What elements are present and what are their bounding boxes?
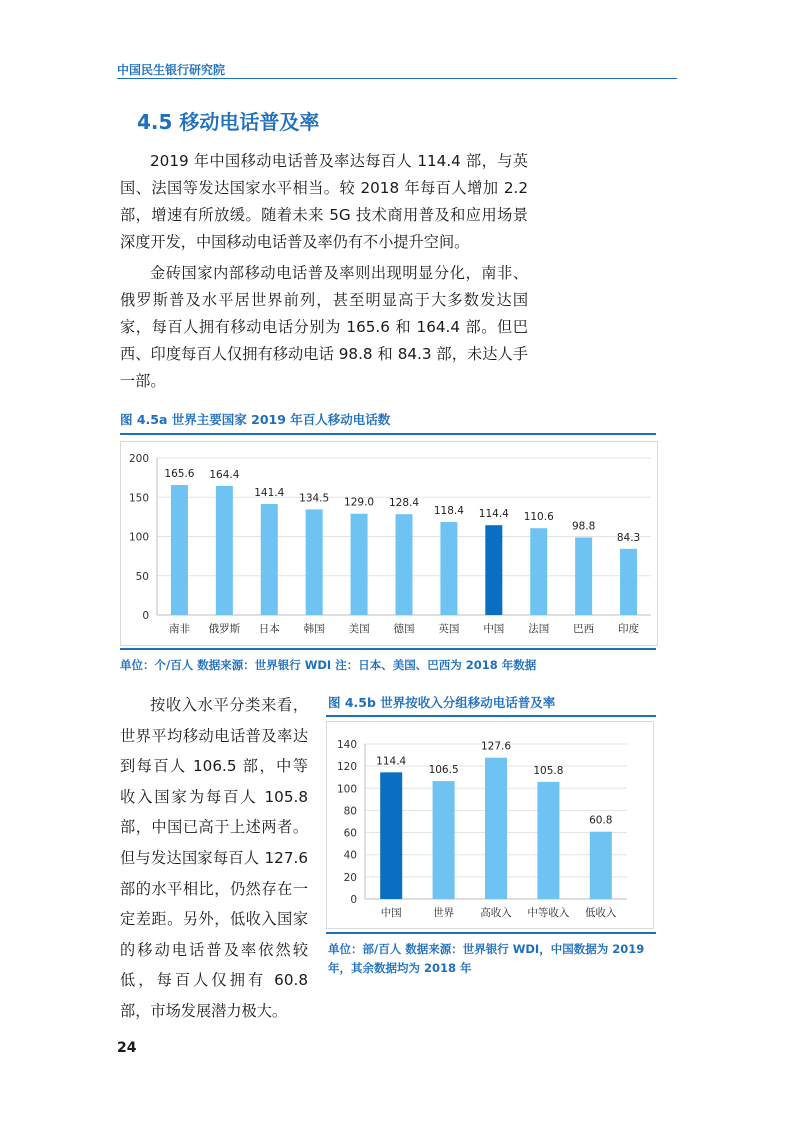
figure-b-chart-frame bbox=[326, 721, 654, 929]
y-tick-label: 120 bbox=[336, 761, 357, 774]
bar-b-3 bbox=[537, 782, 559, 899]
x-tick-label: 英国 bbox=[438, 623, 460, 635]
figure-b-title: 图 4.5b 世界按收入分组移动电话普及率 bbox=[328, 695, 556, 710]
figure-a-title: 图 4.5a 世界主要国家 2019 年百人移动电话数 bbox=[120, 412, 391, 427]
figure-b-note: 单位：部/百人 数据来源：世界银行 WDI，中国数据为 2019 年，其余数据均为 2018 年 bbox=[328, 942, 645, 975]
bar-a-0 bbox=[171, 485, 188, 615]
data-label: 84.3 bbox=[616, 531, 641, 544]
figure-a-chart-frame bbox=[120, 441, 658, 646]
x-tick-label: 印度 bbox=[618, 623, 640, 635]
header-org-name: 中国民生银行研究院 bbox=[117, 63, 226, 77]
x-tick-label: 法国 bbox=[528, 623, 550, 635]
section-title: 4.5 移动电话普及率 bbox=[137, 110, 320, 134]
paragraph-2: 金砖国家内部移动电话普及率则出现明显分化，南非、俄罗斯普及水平居世界前列，甚至明显高于大多数发达国家，每百人拥有移动电话分别为 165.6 和 164.4 部。但巴西、印度每百人仅拥有移动电话 98.8 和 84.3 部，未达人手一部。 bbox=[120, 264, 528, 390]
bar-b-4 bbox=[590, 832, 612, 899]
data-label: 98.8 bbox=[571, 520, 596, 533]
y-tick-label: 200 bbox=[128, 453, 149, 465]
y-tick-label: 100 bbox=[336, 783, 357, 796]
figure-a-chart bbox=[121, 442, 657, 645]
x-tick-label: 美国 bbox=[348, 623, 370, 635]
figure-a-note: 单位：个/百人 数据来源：世界银行 WDI 注：日本、美国、巴西为 2018 年数据 bbox=[120, 658, 537, 672]
bar-a-7 bbox=[485, 525, 502, 615]
y-tick-label: 40 bbox=[343, 849, 357, 862]
data-label: 129.0 bbox=[344, 496, 375, 509]
data-label: 106.5 bbox=[428, 764, 459, 777]
data-label: 114.4 bbox=[478, 508, 509, 521]
y-tick-label: 60 bbox=[343, 827, 357, 840]
bar-a-2 bbox=[261, 504, 278, 615]
bar-b-1 bbox=[433, 781, 455, 899]
y-tick-label: 0 bbox=[142, 610, 149, 622]
x-tick-label: 世界 bbox=[433, 907, 455, 919]
data-label: 110.6 bbox=[523, 511, 554, 524]
x-tick-label: 南非 bbox=[168, 623, 190, 635]
bar-a-9 bbox=[575, 537, 592, 615]
x-tick-label: 俄罗斯 bbox=[208, 623, 241, 635]
bar-a-5 bbox=[396, 514, 413, 615]
y-tick-label: 20 bbox=[343, 871, 357, 884]
data-label: 127.6 bbox=[480, 740, 512, 753]
figure-b-chart bbox=[327, 722, 653, 928]
data-label: 141.4 bbox=[254, 487, 285, 500]
data-label: 60.8 bbox=[589, 814, 613, 827]
bar-a-10 bbox=[620, 549, 637, 615]
data-label: 114.4 bbox=[376, 755, 407, 768]
data-label: 105.8 bbox=[533, 764, 564, 777]
x-tick-label: 中等收入 bbox=[527, 907, 570, 919]
y-tick-label: 100 bbox=[128, 531, 149, 544]
x-tick-label: 韩国 bbox=[303, 623, 325, 635]
x-tick-label: 中国 bbox=[380, 907, 402, 919]
y-tick-label: 0 bbox=[350, 894, 357, 906]
figure-b-bottom-rule bbox=[326, 932, 656, 934]
bar-a-3 bbox=[306, 509, 323, 615]
paragraph-3: 按收入水平分类来看，世界平均移动电话普及率达到每百人 106.5 部，中等收入国家为每百人 105.8 部，中国已高于上述两者。但与发达国家每百人 127.6 部的水平相比，仍然存在一定差距。另外，低收入国家的移动电话普及率依然较低，每百人仅拥有 60.8 部，市场发展潜力极大。 bbox=[120, 696, 308, 1020]
y-tick-label: 50 bbox=[135, 570, 149, 583]
x-tick-label: 低收入 bbox=[585, 907, 617, 919]
figure-a-top-rule bbox=[120, 433, 656, 435]
x-tick-label: 中国 bbox=[483, 623, 505, 635]
y-tick-label: 140 bbox=[336, 739, 357, 751]
bar-a-4 bbox=[351, 514, 368, 615]
x-tick-label: 日本 bbox=[258, 623, 280, 635]
header-divider bbox=[117, 78, 677, 79]
y-tick-label: 80 bbox=[343, 805, 357, 818]
data-label: 118.4 bbox=[433, 505, 464, 518]
bar-a-8 bbox=[530, 528, 547, 615]
data-label: 128.4 bbox=[388, 497, 420, 510]
data-label: 134.5 bbox=[299, 492, 330, 505]
data-label: 165.6 bbox=[164, 468, 195, 481]
figure-b-top-rule bbox=[326, 715, 656, 717]
bar-b-0 bbox=[380, 772, 402, 899]
page-number: 24 bbox=[117, 1040, 137, 1056]
x-tick-label: 高收入 bbox=[480, 907, 512, 919]
bar-a-6 bbox=[440, 522, 457, 615]
x-tick-label: 德国 bbox=[393, 623, 415, 635]
paragraph-1: 2019 年中国移动电话普及率达每百人 114.4 部，与英国、法国等发达国家水平相当。较 2018 年每百人增加 2.2 部，增速有所放缓。随着未来 5G 技术商用普及和应用场景深度开发，中国移动电话普及率仍有不小提升空间。 bbox=[120, 152, 528, 251]
figure-a-bottom-rule bbox=[120, 648, 656, 650]
y-tick-label: 150 bbox=[128, 492, 149, 505]
bar-a-1 bbox=[216, 486, 233, 615]
data-label: 164.4 bbox=[209, 468, 240, 481]
bar-b-2 bbox=[485, 758, 507, 899]
x-tick-label: 巴西 bbox=[573, 623, 595, 635]
